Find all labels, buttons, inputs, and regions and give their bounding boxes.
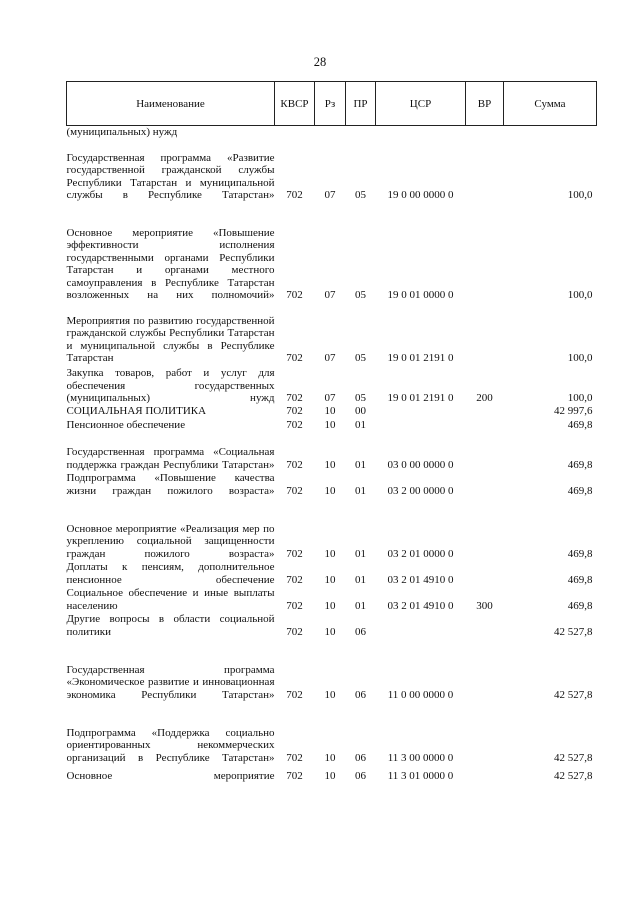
cell-sum: 42 527,8 bbox=[554, 751, 593, 764]
cell-rz: 10 bbox=[324, 418, 336, 431]
cell-vr bbox=[466, 139, 504, 202]
table-row bbox=[67, 139, 597, 202]
table-row bbox=[67, 432, 597, 472]
cell-vr bbox=[466, 702, 504, 765]
cell-vr bbox=[466, 765, 504, 783]
cell-sum: 469,8 bbox=[567, 547, 593, 560]
cell-name: Подпрограмма «Поддержка социально ориентированных некоммерческих организаций в Республике Татарстан» bbox=[66, 727, 275, 764]
cell-rz: 07 bbox=[324, 289, 336, 301]
cell-sum: 469,8 bbox=[567, 599, 593, 612]
cell-csr: 19 0 01 0000 0 bbox=[387, 289, 454, 301]
table-row bbox=[67, 419, 597, 432]
cell-sum bbox=[504, 126, 597, 140]
table-row bbox=[67, 498, 597, 561]
cell-rz: 07 bbox=[324, 352, 336, 364]
table-row bbox=[67, 765, 597, 783]
cell-kvsr: 702 bbox=[286, 484, 303, 497]
cell-vr bbox=[466, 419, 504, 432]
cell-name: Основное мероприятие bbox=[66, 769, 275, 782]
cell-rz: 10 bbox=[324, 573, 336, 586]
cell-kvsr: 702 bbox=[286, 688, 303, 701]
cell-csr: 03 2 01 4910 0 bbox=[387, 599, 454, 612]
cell-sum: 42 527,8 bbox=[554, 769, 593, 782]
cell-kvsr: 702 bbox=[286, 189, 303, 201]
cell-vr bbox=[466, 498, 504, 561]
cell-pr: 06 bbox=[355, 751, 366, 764]
cell-rz: 10 bbox=[324, 599, 336, 612]
cell-csr: 11 3 01 0000 0 bbox=[387, 769, 454, 782]
cell-sum: 469,8 bbox=[567, 458, 593, 471]
cell-kvsr: 702 bbox=[286, 751, 303, 764]
cell-rz: 10 bbox=[324, 405, 336, 418]
table-row bbox=[67, 587, 597, 613]
header-name: Наименование bbox=[67, 82, 275, 126]
cell-pr: 05 bbox=[355, 392, 366, 404]
cell-sum: 100,0 bbox=[567, 392, 593, 404]
cell-name: (муниципальных) нужд bbox=[66, 126, 178, 138]
cell-rz: 10 bbox=[324, 484, 336, 497]
cell-sum: 42 527,8 bbox=[554, 688, 593, 701]
cell-kvsr: 702 bbox=[286, 418, 303, 431]
cell-pr: 06 bbox=[355, 625, 366, 638]
cell-kvsr: 702 bbox=[286, 458, 303, 471]
header-vr: ВР bbox=[466, 82, 504, 126]
cell-csr bbox=[376, 126, 466, 140]
cell-vr bbox=[466, 561, 504, 587]
cell-rz: 10 bbox=[324, 751, 336, 764]
cell-kvsr: 702 bbox=[286, 547, 303, 560]
cell-pr: 01 bbox=[355, 547, 366, 560]
cell-kvsr: 702 bbox=[286, 289, 303, 301]
table-row bbox=[67, 702, 597, 765]
cell-csr: 11 0 00 0000 0 bbox=[387, 688, 454, 701]
cell-csr: 19 0 01 2191 0 bbox=[387, 352, 454, 364]
cell-kvsr: 702 bbox=[286, 769, 303, 782]
table-header-row bbox=[67, 82, 597, 126]
cell-vr bbox=[466, 472, 504, 498]
cell-vr bbox=[466, 432, 504, 472]
cell-csr: 03 2 01 0000 0 bbox=[387, 547, 454, 560]
cell-vr bbox=[466, 613, 504, 639]
cell-sum: 100,0 bbox=[567, 189, 593, 201]
cell-vr bbox=[466, 126, 504, 140]
cell-sum: 100,0 bbox=[567, 352, 593, 364]
cell-name: Государственная программа «Социальная поддержка граждан Республики Татарстан» bbox=[66, 446, 275, 471]
cell-pr: 05 bbox=[355, 352, 366, 364]
cell-csr: 19 0 01 2191 0 bbox=[387, 392, 454, 404]
cell-name: Закупка товаров, работ и услуг для обеспечения государственных (муниципальных) нужд bbox=[66, 367, 275, 404]
header-csr: ЦСР bbox=[376, 82, 466, 126]
cell-vr bbox=[466, 639, 504, 702]
header-kvsr: КВСР bbox=[275, 82, 315, 126]
cell-name: Подпрограмма «Повышение качества жизни граждан пожилого возраста» bbox=[66, 472, 275, 497]
cell-rz: 10 bbox=[324, 688, 336, 701]
table-row bbox=[67, 365, 597, 405]
table-row bbox=[67, 472, 597, 498]
table-row bbox=[67, 302, 597, 365]
header-sum: Сумма bbox=[504, 82, 597, 126]
cell-kvsr: 702 bbox=[286, 625, 303, 638]
cell-sum: 469,8 bbox=[567, 484, 593, 497]
cell-name: Основное мероприятие «Реализация мер по укреплению социальной защищенности граждан пожилого возраста» bbox=[66, 523, 275, 560]
cell-pr: 01 bbox=[355, 418, 366, 431]
cell-pr: 06 bbox=[355, 769, 366, 782]
cell-rz: 10 bbox=[324, 769, 336, 782]
cell-csr bbox=[376, 613, 466, 639]
table-row bbox=[67, 202, 597, 302]
cell-rz: 07 bbox=[324, 189, 336, 201]
cell-pr: 01 bbox=[355, 573, 366, 586]
table-row bbox=[67, 405, 597, 418]
header-rz: Рз bbox=[315, 82, 346, 126]
cell-name: Государственная программа «Экономическое развитие и инновационная экономика Республики Татарстан» bbox=[66, 664, 275, 701]
cell-vr bbox=[466, 202, 504, 302]
cell-vr bbox=[466, 405, 504, 418]
table-row bbox=[67, 561, 597, 587]
page-number: 28 bbox=[313, 55, 327, 69]
cell-pr: 06 bbox=[355, 688, 366, 701]
cell-csr: 03 2 01 4910 0 bbox=[387, 573, 454, 586]
cell-kvsr: 702 bbox=[286, 352, 303, 364]
header-pr: ПР bbox=[346, 82, 376, 126]
cell-rz: 10 bbox=[324, 625, 336, 638]
cell-pr: 01 bbox=[355, 599, 366, 612]
cell-sum: 469,8 bbox=[567, 573, 593, 586]
table-row bbox=[67, 126, 597, 140]
table-row bbox=[67, 639, 597, 702]
cell-pr: 01 bbox=[355, 484, 366, 497]
cell-kvsr: 702 bbox=[286, 573, 303, 586]
cell-name: Другие вопросы в области социальной политики bbox=[66, 613, 275, 638]
cell-kvsr: 702 bbox=[286, 405, 303, 418]
cell-sum: 469,8 bbox=[567, 418, 593, 431]
cell-name: Основное мероприятие «Повышение эффективности исполнения государственными органами Республики Татарстан и органами местного самоуправления в Республике Татарстан возложенных на них полномочий» bbox=[66, 226, 275, 301]
cell-name: Пенсионное обеспечение bbox=[66, 418, 186, 431]
cell-pr bbox=[346, 126, 376, 140]
cell-pr: 00 bbox=[355, 405, 366, 418]
cell-pr: 05 bbox=[355, 189, 366, 201]
cell-rz: 10 bbox=[324, 458, 336, 471]
cell-sum: 42 527,8 bbox=[554, 625, 593, 638]
cell-rz: 07 bbox=[324, 392, 336, 404]
cell-csr: 03 2 00 0000 0 bbox=[387, 484, 454, 497]
cell-csr bbox=[376, 419, 466, 432]
cell-csr: 19 0 00 0000 0 bbox=[387, 189, 454, 201]
cell-sum: 42 997,6 bbox=[554, 405, 593, 418]
cell-csr bbox=[376, 405, 466, 418]
cell-kvsr: 702 bbox=[286, 392, 303, 404]
cell-name: Социальное обеспечение и иные выплаты населению bbox=[66, 587, 275, 612]
cell-csr: 03 0 00 0000 0 bbox=[387, 458, 454, 471]
cell-sum: 100,0 bbox=[567, 289, 593, 301]
budget-table bbox=[66, 81, 597, 783]
cell-vr: 300 bbox=[476, 599, 493, 612]
cell-kvsr bbox=[275, 126, 315, 140]
cell-name: Мероприятия по развитию государственной гражданской службы Республики Татарстан и муниципальной службы в Республике Татарстан bbox=[66, 314, 275, 364]
cell-rz bbox=[315, 126, 346, 140]
cell-pr: 01 bbox=[355, 458, 366, 471]
cell-name: Государственная программа «Развитие государственной гражданской службы Республики Татарстан и муниципальной службы в Республике Татарстан» bbox=[66, 151, 275, 201]
cell-pr: 05 bbox=[355, 289, 366, 301]
cell-csr: 11 3 00 0000 0 bbox=[387, 751, 454, 764]
table-row bbox=[67, 613, 597, 639]
cell-kvsr: 702 bbox=[286, 599, 303, 612]
cell-rz: 10 bbox=[324, 547, 336, 560]
cell-vr: 200 bbox=[476, 392, 493, 404]
cell-vr bbox=[466, 302, 504, 365]
cell-name: СОЦИАЛЬНАЯ ПОЛИТИКА bbox=[66, 405, 207, 418]
cell-name: Доплаты к пенсиям, дополнительное пенсионное обеспечение bbox=[66, 561, 275, 586]
